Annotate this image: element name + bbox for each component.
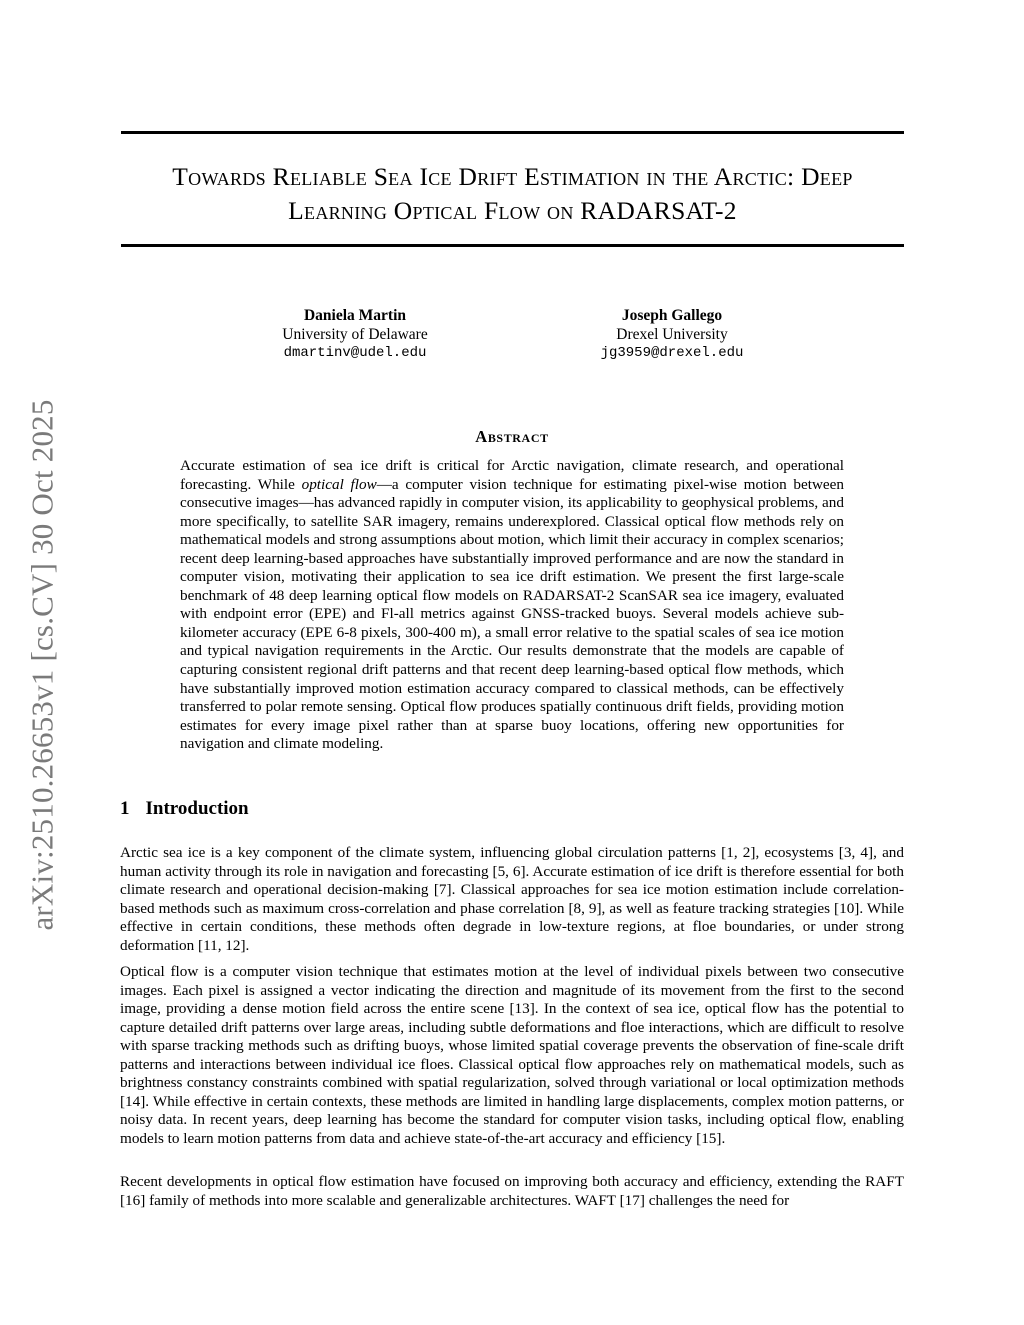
author-email: dmartinv@udel.edu xyxy=(283,345,427,361)
author-affiliation: Drexel University xyxy=(616,326,728,343)
abstract-emphasis: optical flow xyxy=(301,475,377,493)
intro-paragraph-1: Arctic sea ice is a key component of the climate system, influencing global circulation patterns [1, 2], ecosystems [3, 4], and human activity through its role in navigation and forecasting [5, 6]. Accurate estimation of ice drift is therefore essential for both climate research and operational decision-making [7]. Classical approaches for sea ice motion estimation include correlation-based methods such as maximum cross-correlation and phase correlation [8, 9], as well as feature tracking strategies [10]. While effective in certain conditions, these methods often degrade in low-texture regions, at floe boundaries, or under strong deformation [11, 12]. xyxy=(120,844,904,954)
section-number: 1 xyxy=(120,798,130,819)
abstract-body xyxy=(180,457,844,754)
intro-paragraph-2: Optical flow is a computer vision technique that estimates motion at the level of individual pixels between two consecutive images. Each pixel is assigned a vector indicating the direction and magnitude of its movement from the first to the second image, providing a dense motion field across the entire scene [13]. In the context of sea ice, optical flow has the potential to capture detailed drift patterns over large areas, including subtle deformations and floe interactions, which are difficult to resolve with sparse tracking methods such as drifting buoys, whose limited spatial coverage prevents the observation of fine-scale drift patterns and interactions between individual ice floes. Classical optical flow approaches rely on mathematical models, such as brightness constancy constraints combined with spatial regularization, solved through variational or local optimization methods [14]. While effective in certain contexts, these methods are limited in handling large displacements, complex motion patterns, or noisy data. In recent years, deep learning has become the standard for computer vision tasks, including optical flow, enabling models to learn motion patterns from data and achieve state-of-the-art accuracy and efficiency [15]. xyxy=(120,963,904,1147)
abstract-heading: Abstract xyxy=(475,427,549,446)
author-name: Daniela Martin xyxy=(303,307,407,324)
abstract-text-rest: —a computer vision technique for estimating pixel-wise motion between consecutive images—has advanced rapidly in computer vision, its applicability to geophysical problems, and more specifically, to satellite SAR imagery, remains underexplored. Classical optical flow methods rely on mathematical models and strong assumptions about motion, which limit their accuracy in complex scenarios; recent deep learning-based approaches have substantially improved performance and are now the standard in computer vision, motivating their application to sea ice drift estimation. We present the first large-scale benchmark of 48 deep learning optical flow models on RADARSAT-2 ScanSAR sea ice imagery, evaluated with endpoint error (EPE) and Fl-all metrics against GNSS-tracked buoys. Several models achieve sub-kilometer accuracy (EPE 6-8 pixels, 300-400 m), a small error relative to the spatial scales of sea ice motion and typical navigation requirements in the Arctic. Our results demonstrate that the models are capable of capturing consistent regional drift patterns and that recent deep learning-based optical flow methods, which have substantially improved motion estimation accuracy compared to classical methods, can be effectively transferred to polar remote sensing. Optical flow produces spatially continuous drift fields, providing motion estimates for every image pixel rather than at sparse buoy locations, offering new opportunities for navigation and climate modeling. xyxy=(180,475,845,753)
author-affiliation: University of Delaware xyxy=(282,326,428,343)
author-2 xyxy=(542,306,802,363)
title-top-rule xyxy=(121,131,904,134)
title-bottom-rule xyxy=(121,244,904,247)
arxiv-identifier-text: arXiv:2510.26653v1 [cs.CV] 30 Oct 2025 xyxy=(25,399,60,931)
paper-title: Towards Reliable Sea Ice Drift Estimation in the Arctic: Deep Learning Optical Flow on RADARSAT-2 xyxy=(172,162,853,225)
author-email: jg3959@drexel.edu xyxy=(600,345,744,361)
author-name: Joseph Gallego xyxy=(621,307,723,324)
arxiv-identifier-stamp xyxy=(22,372,64,958)
abstract-text-start: Accurate estimation of sea ice drift is critical for Arctic navigation, climate research, and operational forecasting. While xyxy=(180,457,844,493)
author-1 xyxy=(225,306,485,363)
section-heading-introduction xyxy=(120,798,249,820)
intro-paragraph-3: Recent developments in optical flow estimation have focused on improving both accuracy and efficiency, extending the RAFT [16] family of methods into more scalable and generalizable architectures. WAFT [17] challenges the need for xyxy=(120,1173,904,1209)
section-title: Introduction xyxy=(145,798,249,819)
